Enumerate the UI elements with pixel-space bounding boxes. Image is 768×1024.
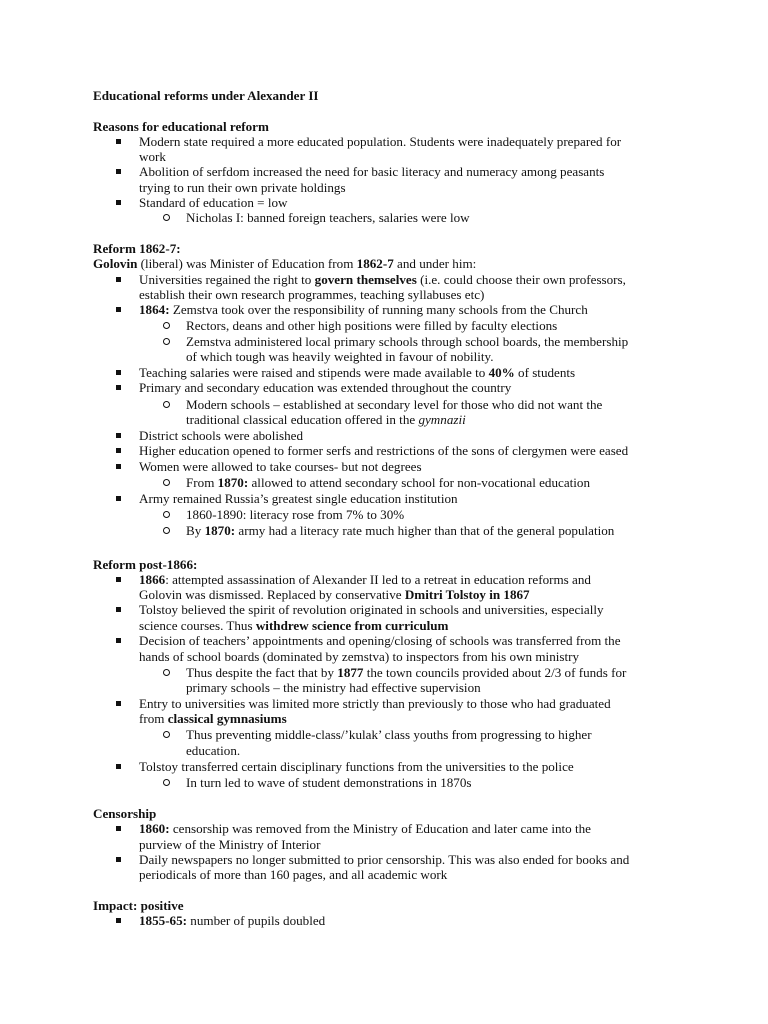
sub-list-item: In turn led to wave of student demonstrations in 1870s (186, 775, 472, 790)
bullet-square (116, 277, 121, 282)
list-item-continuation: purview of the Ministry of Interior (139, 837, 321, 852)
sub-list-item: From 1870: allowed to attend secondary school for non-vocational education (186, 475, 590, 490)
bullet-circle (163, 669, 170, 676)
sub-list-item: By 1870: army had a literacy rate much higher than that of the general population (186, 523, 615, 538)
bullet-square (116, 433, 121, 438)
list-item: Abolition of serfdom increased the need for basic literacy and numeracy among peasants (139, 164, 605, 179)
sub-list-item-continuation: primary schools – the ministry had effective supervision (186, 680, 481, 695)
document-title: Educational reforms under Alexander II (93, 88, 319, 103)
bullet-square (116, 918, 121, 923)
section-heading-reform-1862: Reform 1862-7: (93, 241, 181, 256)
bullet-square (116, 638, 121, 643)
section-heading-censorship: Censorship (93, 806, 157, 821)
list-item-continuation: establish their own research programmes, teaching syllabuses etc) (139, 287, 485, 302)
bullet-square (116, 139, 121, 144)
sub-list-item: Modern schools – established at secondary level for those who did not want the (186, 397, 603, 412)
section-intro: Golovin (liberal) was Minister of Education from 1862-7 and under him: (93, 256, 477, 271)
bullet-circle (163, 338, 170, 345)
list-item: Daily newspapers no longer submitted to prior censorship. This was also ended for books and (139, 852, 630, 867)
bullet-square (116, 826, 121, 831)
bullet-square (116, 857, 121, 862)
sub-list-item: Rectors, deans and other high positions were filled by faculty elections (186, 318, 558, 333)
bullet-square (116, 370, 121, 375)
bullet-circle (163, 779, 170, 786)
list-item: 1866: attempted assassination of Alexander II led to a retreat in education reforms and (139, 572, 591, 587)
list-item-continuation: Golovin was dismissed. Replaced by conservative Dmitri Tolstoy in 1867 (139, 587, 530, 602)
bullet-square (116, 385, 121, 390)
list-item-continuation: trying to run their own private holdings (139, 180, 346, 195)
section-heading-reasons: Reasons for educational reform (93, 119, 269, 134)
section-heading-reform-post-1866: Reform post-1866: (93, 557, 198, 572)
bullet-square (116, 200, 121, 205)
list-item: Tolstoy believed the spirit of revolution originated in schools and universities, especially (139, 602, 604, 617)
bullet-square (116, 464, 121, 469)
list-item: District schools were abolished (139, 428, 303, 443)
sub-list-item-continuation: traditional classical education offered in the gymnazii (186, 412, 466, 427)
sub-list-item: Thus despite the fact that by 1877 the town councils provided about 2/3 of funds for (186, 665, 627, 680)
sub-list-item: Thus preventing middle-class/’kulak’ class youths from progressing to higher (186, 727, 592, 742)
list-item: Universities regained the right to govern themselves (i.e. could choose their own professors, (139, 272, 626, 287)
list-item: Tolstoy transferred certain disciplinary functions from the universities to the police (139, 759, 574, 774)
sub-list-item-continuation: education. (186, 743, 241, 758)
sub-list-item: Zemstva administered local primary schools through school boards, the membership (186, 334, 629, 349)
sub-list-item: 1860-1890: literacy rose from 7% to 30% (186, 507, 405, 522)
list-item: 1860: censorship was removed from the Ministry of Education and later came into the (139, 821, 591, 836)
bullet-square (116, 764, 121, 769)
bullet-square (116, 496, 121, 501)
bullet-square (116, 577, 121, 582)
list-item: Higher education opened to former serfs and restrictions of the sons of clergymen were eased (139, 443, 629, 458)
bullet-square (116, 169, 121, 174)
list-item-continuation: hands of school boards (dominated by zemstva) to inspectors from his own ministry (139, 649, 580, 664)
list-item-continuation: from classical gymnasiums (139, 711, 287, 726)
sub-list-item-continuation: of which tough was heavily weighted in favour of nobility. (186, 349, 494, 364)
list-item: Primary and secondary education was extended throughout the country (139, 380, 512, 395)
list-item: Modern state required a more educated population. Students were inadequately prepared for (139, 134, 622, 149)
bullet-square (116, 607, 121, 612)
list-item-continuation: periodicals of more than 160 pages, and all academic work (139, 867, 448, 882)
bullet-square (116, 307, 121, 312)
bullet-circle (163, 214, 170, 221)
bullet-square (116, 701, 121, 706)
bullet-circle (163, 731, 170, 738)
bullet-circle (163, 511, 170, 518)
bullet-circle (163, 527, 170, 534)
sub-list-item: Nicholas I: banned foreign teachers, salaries were low (186, 210, 470, 225)
list-item: 1855-65: number of pupils doubled (139, 913, 326, 928)
bullet-square (116, 448, 121, 453)
list-item: Women were allowed to take courses- but not degrees (139, 459, 422, 474)
section-heading-impact-positive: Impact: positive (93, 898, 184, 913)
list-item-continuation: science courses. Thus withdrew science from curriculum (139, 618, 449, 633)
list-item: Teaching salaries were raised and stipends were made available to 40% of students (139, 365, 576, 380)
list-item: Entry to universities was limited more strictly than previously to those who had graduated (139, 696, 611, 711)
list-item: Standard of education = low (139, 195, 288, 210)
bullet-circle (163, 479, 170, 486)
list-item: Army remained Russia’s greatest single education institution (139, 491, 458, 506)
bullet-circle (163, 322, 170, 329)
bullet-circle (163, 401, 170, 408)
list-item-continuation: work (139, 149, 166, 164)
list-item: 1864: Zemstva took over the responsibility of running many schools from the Church (139, 302, 588, 317)
list-item: Decision of teachers’ appointments and opening/closing of schools was transferred from the (139, 633, 621, 648)
